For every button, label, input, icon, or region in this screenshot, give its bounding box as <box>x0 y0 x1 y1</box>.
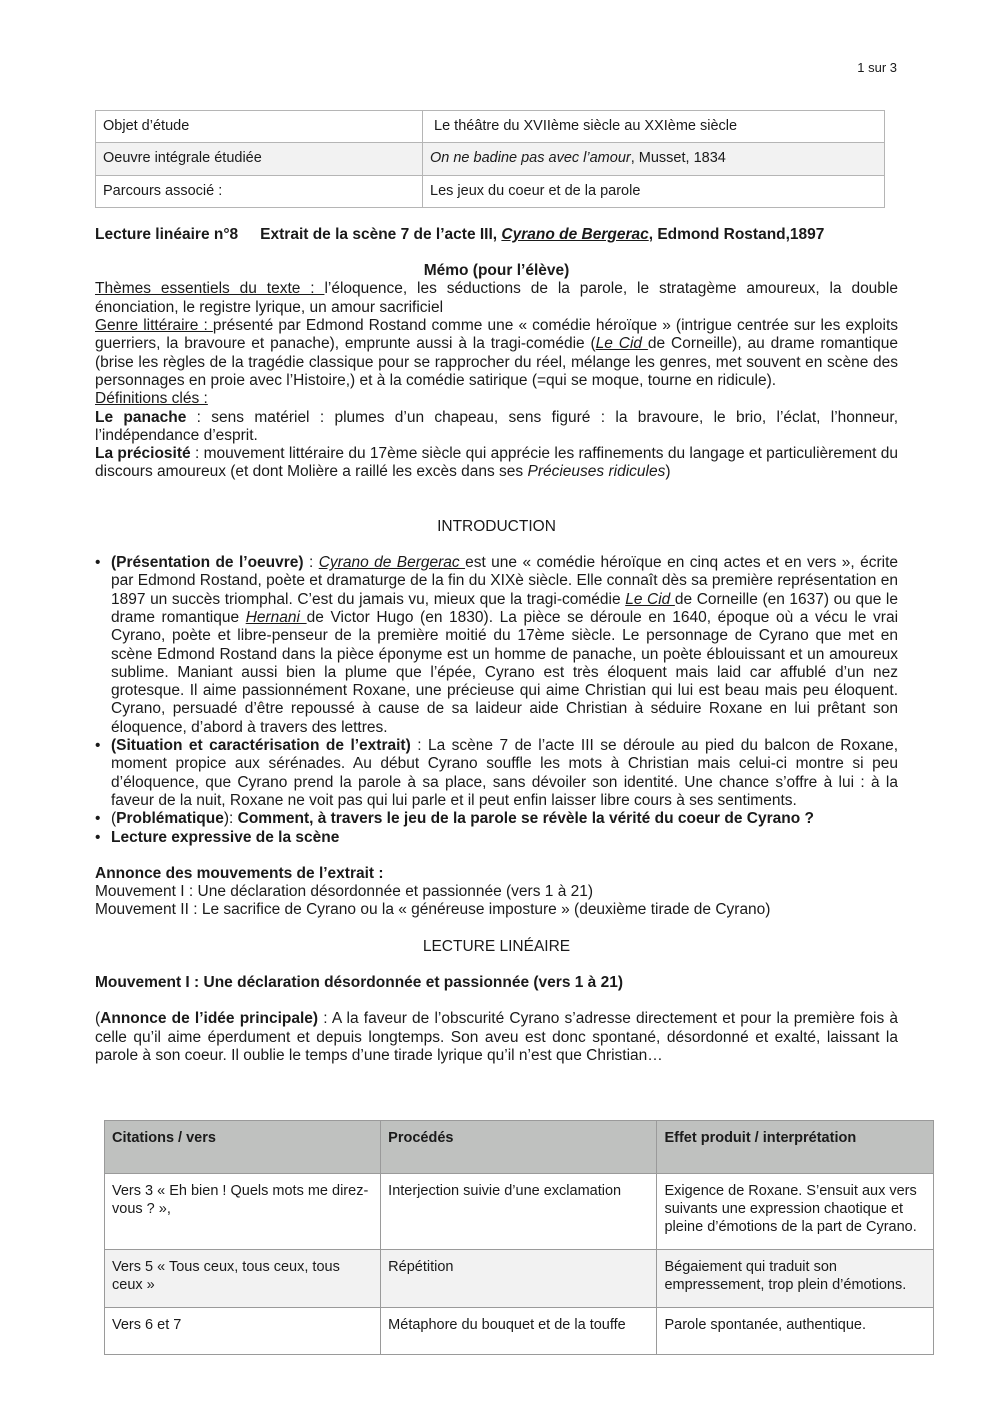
text-fragment: ( <box>95 1010 101 1028</box>
panache-text: : sens matériel : plumes d’un chapeau, sens figuré : la bravoure, le brio, l’éclat, l’honneur, l’indépendance d’esprit. <box>95 408 898 444</box>
situation-label: (Situation et caractérisation de l’extrait) <box>111 737 411 755</box>
themes-paragraph <box>95 280 898 317</box>
text-fragment: ( <box>111 810 117 828</box>
movement-2: Mouvement II : Le sacrifice de Cyrano ou la « généreuse imposture » (deuxième tirade de Cyrano) <box>95 901 771 919</box>
text-fragment: ): <box>223 810 238 828</box>
page-number: 1 sur 3 <box>857 60 897 75</box>
table-cell: Vers 3 « Eh bien ! Quels mots me direz-vous ? », <box>105 1174 381 1250</box>
genre-paragraph <box>95 317 898 390</box>
list-item <box>111 554 898 737</box>
table-cell: Interjection suivie d’une exclamation <box>381 1174 657 1250</box>
text-fragment: : <box>303 554 319 572</box>
table-cell: Parole spontanée, authentique. <box>657 1308 934 1355</box>
meta-row <box>96 175 885 207</box>
extract-label: Extrait de la scène 7 de l’acte III, <box>260 225 502 243</box>
table-cell: Vers 5 « Tous ceux, tous ceux, tous ceux » <box>105 1250 381 1308</box>
introduction-heading: INTRODUCTION <box>437 517 556 535</box>
list-item <box>111 810 898 828</box>
table-row <box>105 1174 934 1250</box>
movement-1: Mouvement I : Une déclaration désordonnée et passionnée (vers 1 à 21) <box>95 883 594 901</box>
movements-block <box>95 865 898 920</box>
lecture-heading: LECTURE LINÉAIRE <box>422 937 571 955</box>
problematique-text: Comment, à travers le jeu de la parole se révèle la vérité du coeur de Cyrano ? <box>237 810 814 828</box>
text-fragment: est une « comédie héroïque en cinq actes et en vers », écrite par Edmond Rostand, poète et dramaturge de la fin du XIXè siècle. Elle connaît dès sa première représentation en 1897 un succès triomphal. C’est du jamais vu, mieux que la tragi-comédie <box>111 554 898 608</box>
defs-label: Définitions clés : <box>95 390 208 408</box>
movement-title: Mouvement I : Une déclaration désordonnée et passionnée (vers 1 à 21) <box>95 973 624 991</box>
meta-key: Parcours associé : <box>96 175 423 207</box>
introduction-list <box>95 554 898 847</box>
document-body <box>95 110 898 1065</box>
problematique-label: Problématique <box>116 810 224 828</box>
themes-label: Thèmes essentiels du texte : <box>95 280 325 298</box>
panache-term: Le panache <box>95 408 187 426</box>
definitions-label <box>95 390 898 408</box>
movements-heading: Annonce des mouvements de l’extrait : <box>95 864 384 882</box>
lecture-title <box>95 226 898 244</box>
idea-label: Annonce de l’idée principale) <box>100 1010 319 1028</box>
text-fragment: de Corneille (en 1637) ou que le drame romantique <box>111 590 898 626</box>
meta-key: Objet d’étude <box>96 111 423 143</box>
genre-text-end: de Corneille), au drame romantique (brise les règles de la tragédie classique pour se rapprocher du réel, mélange les genres, met souvent en scène des personnages en proie avec l’Histoire,) et à la comédie satirique (=qui se moque, tourne en ridicule). <box>95 335 898 389</box>
hernani-title: Hernani <box>245 608 307 626</box>
meta-row <box>96 143 885 175</box>
panache-definition <box>95 409 898 446</box>
meta-value: Le théâtre du XVIIème siècle au XXIème siècle <box>423 111 885 143</box>
preciosite-end: ) <box>665 463 671 481</box>
genre-text: présenté par Edmond Rostand comme une « comédie héroïque » (intrigue centrée sur les exploits guerriers, la bravoure et panache), emprunte aussi à la tragi-comédie ( <box>95 317 899 353</box>
genre-label: Genre littéraire : <box>95 317 213 335</box>
list-item <box>111 737 898 810</box>
table-cell: Vers 6 et 7 <box>105 1308 381 1355</box>
text-fragment: : La scène 7 de l’acte III se déroule au pied du balcon de Roxane, moment propice aux sérénades. Au début Cyrano souffle les mots à Christian mais celui-ci montre si peu d’éloquence, que Cyrano prend la parole à sa place, sans dévoiler son identité. Une chance s’offre à lui : à la faveur de la nuit, Roxane ne voit pas qui lui parle et il peut enfin laisser libre cours à ses sentiments. <box>111 737 898 809</box>
table-cell: Bégaiement qui traduit son empressement, trop plein d’émotions. <box>657 1250 934 1308</box>
precieuses-title: Précieuses ridicules <box>527 463 666 481</box>
idea-paragraph <box>95 1010 898 1065</box>
preciosite-definition <box>95 445 898 482</box>
table-cell: Métaphore du bouquet et de la touffe <box>381 1308 657 1355</box>
meta-key: Oeuvre intégrale étudiée <box>96 143 423 175</box>
meta-row <box>96 111 885 143</box>
preciosite-text: : mouvement littéraire du 17ème siècle qui apprécie les raffinements du langage et particulièrement du discours amoureux (et dont Molière a raillé les excès dans ses <box>95 445 898 481</box>
preciosite-term: La préciosité <box>95 445 191 463</box>
presentation-label: (Présentation de l’oeuvre) <box>111 554 304 572</box>
cid-title: Le Cid <box>595 335 648 353</box>
meta-value: Les jeux du coeur et de la parole <box>423 175 885 207</box>
themes-text: l’éloquence, les séductions de la parole, le stratagème amoureux, la double énonciation, le registre lyrique, un amour sacrificiel <box>95 280 898 316</box>
idea-text: : A la faveur de l’obscurité Cyrano s’adresse directement et pour la première fois à celle qu’il aime éperdument et depuis longtemps. Son aveu est donc spontané, désordonné et exalté, laissant la parole à son coeur. Il oublie le temps d’une tirade lyrique qu’il n’est que Christian… <box>95 1010 898 1064</box>
cid-title: Le Cid <box>625 590 675 608</box>
text-fragment: de Victor Hugo (en 1830). La pièce se déroule en 1640, époque où a vécu le vrai Cyrano, poète et libre-penseur de la première moitié du 17ème siècle. Le personnage de Cyrano que met en scène Edmond Rostand dans la pièce éponyme est un homme de panache, un poète éblouissant et un amoureux sublime. Maniant aussi bien la plume que l’épée, Cyrano est très éloquent mais laid car affublé d’un nez grotesque. Il aime passionnément Roxane, une précieuse qui aime Christian qui lui est beau mais peu éloquent. Cyrano, persuadé d’être repoussé à cause de sa laideur aide Christian à séduire Roxane en lui prêtant son éloquence, d’abord à travers des lettres. <box>111 608 899 736</box>
lecture-label: Lecture linéaire n°8 <box>95 225 239 243</box>
table-header-row <box>105 1121 934 1174</box>
analysis-table <box>104 1120 934 1355</box>
column-header: Procédés <box>381 1121 657 1174</box>
column-header: Citations / vers <box>105 1121 381 1174</box>
table-row <box>105 1250 934 1308</box>
table-cell: Répétition <box>381 1250 657 1308</box>
oeuvre-title: On ne badine pas avec l’amour <box>430 150 631 167</box>
work-title: Cyrano de Bergerac <box>501 225 649 243</box>
memo-heading: Mémo (pour l’élève) <box>423 262 570 280</box>
meta-value <box>423 143 885 175</box>
meta-table <box>95 110 885 208</box>
column-header: Effet produit / interprétation <box>657 1121 934 1174</box>
table-row <box>105 1308 934 1355</box>
lecture-expressive: Lecture expressive de la scène <box>111 828 340 846</box>
list-item <box>111 829 898 847</box>
oeuvre-rest: , Musset, 1834 <box>630 150 726 167</box>
table-cell: Exigence de Roxane. S’ensuit aux vers suivants une expression chaotique et pleine d’émotions de la part de Cyrano. <box>657 1174 934 1250</box>
author-label: , Edmond Rostand,1897 <box>648 225 825 243</box>
cyrano-title: Cyrano de Bergerac <box>318 554 466 572</box>
